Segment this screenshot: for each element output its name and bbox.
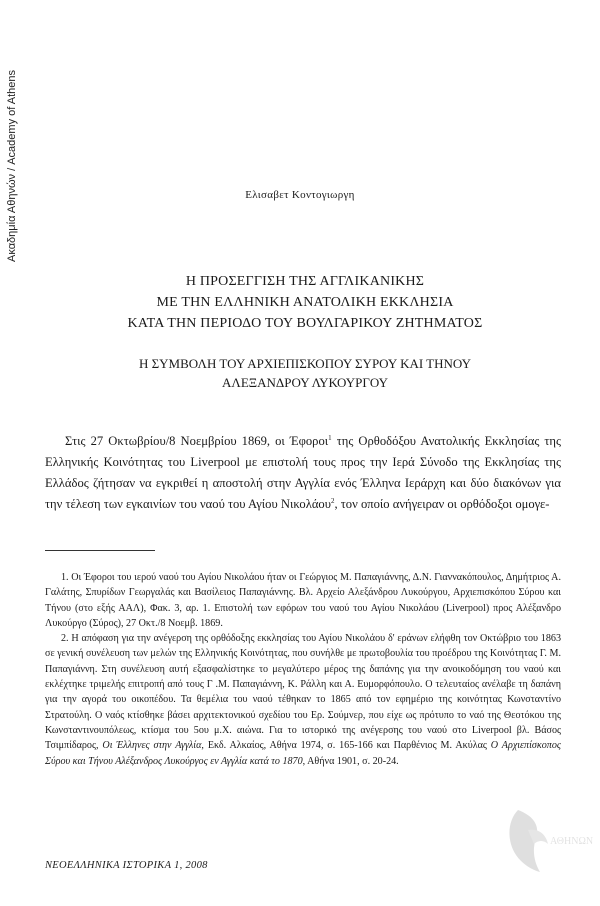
title-line: ΚΑΤΑ ΤΗΝ ΠΕΡΙΟΔΟ ΤΟΥ ΒΟΥΛΓΑΡΙΚΟΥ ΖΗΤΗΜΑΤΟΣ	[127, 316, 483, 331]
side-watermark-text: Ακαδημία Αθηνών / Academy of Athens	[6, 69, 18, 262]
subtitle-line: ΑΛΕΞΑΝΔΡΟΥ ΛΥΚΟΥΡΓΟΥ	[222, 375, 388, 390]
journal-footer: ΝΕΟΕΛΛΗΝΙΚΑ ΙΣΤΟΡΙΚΑ 1, 2008	[45, 860, 208, 871]
footnotes	[45, 570, 561, 769]
footnote-text-part: , Αθήνα 1901, σ. 20-24.	[302, 755, 399, 767]
title-line: ΜΕ ΤΗΝ ΕΛΛΗΝΙΚΗ ΑΝΑΤΟΛΙΚΗ ΕΚΚΛΗΣΙΑ	[156, 295, 454, 310]
footnote-text-part: 2. Η απόφαση για την ανέγερση της ορθόδοξης εκκλησίας του Αγίου Νικολάου δ' εράνων ελήφθη τον Οκτώβριο του 1863 σε γενική συνέλευση των μελών της Ελληνικής Κοινότητας, που συνήλθε με πρωτοβουλία του προέδρου της Κοινότητας Γ. Μ. Παπαγιάννη. Στη συνέλευση αυτή εξασφαλίστηκε το μεγαλύτερο μέρος της δαπάνης για την ανοικοδόμηση του ναού και εκλέχτηκε τριμελής επιτροπή από τους Γ .Μ. Παπαγιάννη, Κ. Ράλλη και Α. Ευμορφόπουλο. Ο τελευταίος ανέλαβε τη δαπάνη για την αγορά του οικοπέδου. Τα θεμέλια του ναού τέθηκαν το 1865 από τον εφημέριο της κοινότητας Κωνσταντίνο Στρατούλη. Ο ναός κτίσθηκε βάσει αρχιτεκτονικού σχεδίου του Ερ. Σούμνερ, που είχε ως πρότυπο το ναό της Θεοτόκου της Κωνσταντινουπόλεως, κτίσμα του 5ου μ.Χ. αιώνα. Για το ιστορικό της ανέγερσης του ναού στο Liverpool βλ. Βάσος Τσιμπίδαρος,	[45, 633, 561, 752]
footnote-text-part: , Εκδ. Αλκαίος, Αθήνα 1974, σ. 165-166 και Παρθένιος Μ. Ακύλας	[201, 740, 491, 752]
watermark-label: ΑΘΗΝΩΝ	[550, 836, 594, 847]
body-paragraph	[45, 431, 561, 515]
body-text-part: της Ορθοδόξου Ανατολικής Εκκλησίας της Ελληνικής Κοινότητας του Liverpool με επιστολή τους προς την Ιερά Σύνοδο της Εκκλησίας της Ελλάδος ζήτησαν να εγκριθεί η αποστολή στην Αγγλία ενός Έλληνα Ιεράρχη και δύο διακόνων για την τέλεση των εγκαινίων του ναού του Αγίου Νικολάου	[45, 434, 562, 511]
body-text-part: Στις 27 Οκτωβρίου/8 Νοεμβρίου 1869, οι Έφοροι	[65, 434, 329, 448]
cited-title: Ο Αρχιεπίσκοπος Σύρου και Τήνου Αλέξανδρος Λυκούργος εν Αγγλία κατά το 1870	[45, 740, 561, 767]
footnote-2	[45, 631, 561, 769]
author-name: Ελισαβετ Κοντογιωργη	[245, 189, 355, 201]
footnote-ref-1: 1	[328, 433, 332, 442]
title-line: Η ΠΡΟΣΕΓΓΙΣΗ ΤΗΣ ΑΓΓΛΙΚΑΝΙΚΗΣ	[185, 274, 425, 289]
academy-seal-watermark	[488, 800, 594, 882]
body-text-part: , τον οποίο ανήγειραν οι ορθόδοξοι ομογε-	[334, 497, 550, 511]
cited-title: Οι Έλληνες στην Αγγλία	[102, 740, 202, 752]
footnote-ref-2: 2	[330, 496, 335, 505]
article-title	[40, 271, 570, 334]
subtitle-line: Η ΣΥΜΒΟΛΗ ΤΟΥ ΑΡΧΙΕΠΙΣΚΟΠΟΥ ΣΥΡΟΥ ΚΑΙ ΤΗΝΟΥ	[138, 356, 472, 371]
footnote-1: 1. Οι Έφοροι του ιερού ναού του Αγίου Νικολάου ήταν οι Γεώργιος Μ. Παπαγιάννης, Δ.Ν. Γιαννακόπουλος, Δημήτριος Α. Γαλάτης, Σπυρίδων Γεωργαλάς και Βασίλειος Παπαγιάννης. Βλ. Αρχείο Αλεξάνδρου Λυκούργου, Αρχιεπισκόπου Σύρου και Τήνου (στο εξής ΑΑΛ), Φακ. 3, αρ. 1. Επιστολή των εφόρων του ναού του Αγίου Νικολάου (Liverpool) προς Αλέξανδρο Λυκούργο (Σύρος), 27 Οκτ./8 Νοεμβ. 1869.	[45, 572, 561, 629]
footnote-divider	[45, 550, 155, 551]
article-subtitle	[40, 354, 570, 392]
